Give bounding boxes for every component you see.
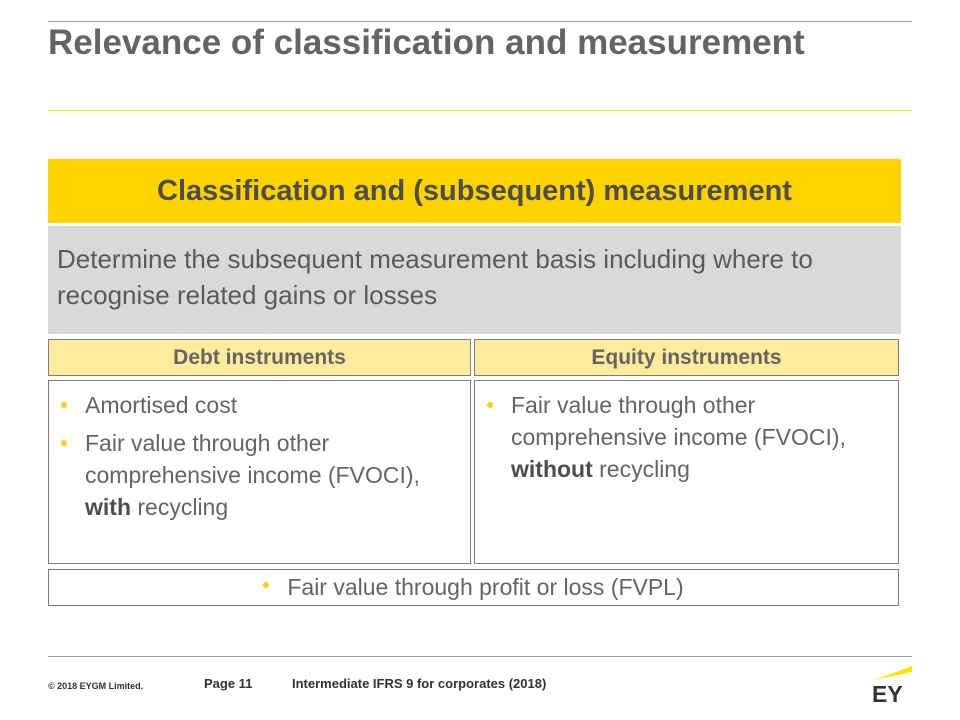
bullet-text-emphasis: with xyxy=(85,494,131,520)
bullet-icon xyxy=(263,582,269,588)
bullet-icon xyxy=(61,440,67,446)
footer-rule xyxy=(48,656,912,657)
top-rule xyxy=(48,21,912,22)
logo-text: EY xyxy=(872,681,903,704)
equity-instruments-box xyxy=(474,380,899,564)
debt-instruments-box xyxy=(48,380,471,564)
page-number: Page 11 xyxy=(204,676,253,691)
list-item xyxy=(483,389,888,485)
debt-bullet-list xyxy=(57,389,460,523)
bullet-icon xyxy=(487,402,493,408)
bullet-text-suffix: recycling xyxy=(131,494,229,520)
bullet-text-prefix: Fair value through other comprehensive income (FVOCI), xyxy=(85,430,420,488)
bullet-text: Amortised cost xyxy=(85,392,238,418)
list-item xyxy=(57,427,460,523)
list-item xyxy=(57,389,460,421)
copyright-text: © 2018 EYGM Limited. xyxy=(48,681,144,691)
course-title: Intermediate IFRS 9 for corporates (2018) xyxy=(292,676,547,691)
section-banner: Classification and (subsequent) measurement xyxy=(48,159,901,223)
equity-instruments-header: Equity instruments xyxy=(474,339,899,376)
debt-instruments-header: Debt instruments xyxy=(48,339,471,376)
title-underline xyxy=(48,110,912,111)
description-band: Determine the subsequent measurement basis including where to recognise related gains or losses xyxy=(48,226,901,334)
fvpl-text: Fair value through profit or loss (FVPL) xyxy=(287,574,684,600)
bullet-text-prefix: Fair value through other comprehensive income (FVOCI), xyxy=(511,392,846,450)
slide-title: Relevance of classification and measurement xyxy=(48,23,805,62)
ey-logo-icon xyxy=(866,662,916,704)
bullet-text-suffix: recycling xyxy=(592,456,690,482)
fvpl-row xyxy=(48,569,899,606)
equity-bullet-list xyxy=(483,389,888,485)
bullet-icon xyxy=(61,402,67,408)
bullet-text-emphasis: without xyxy=(511,456,593,482)
